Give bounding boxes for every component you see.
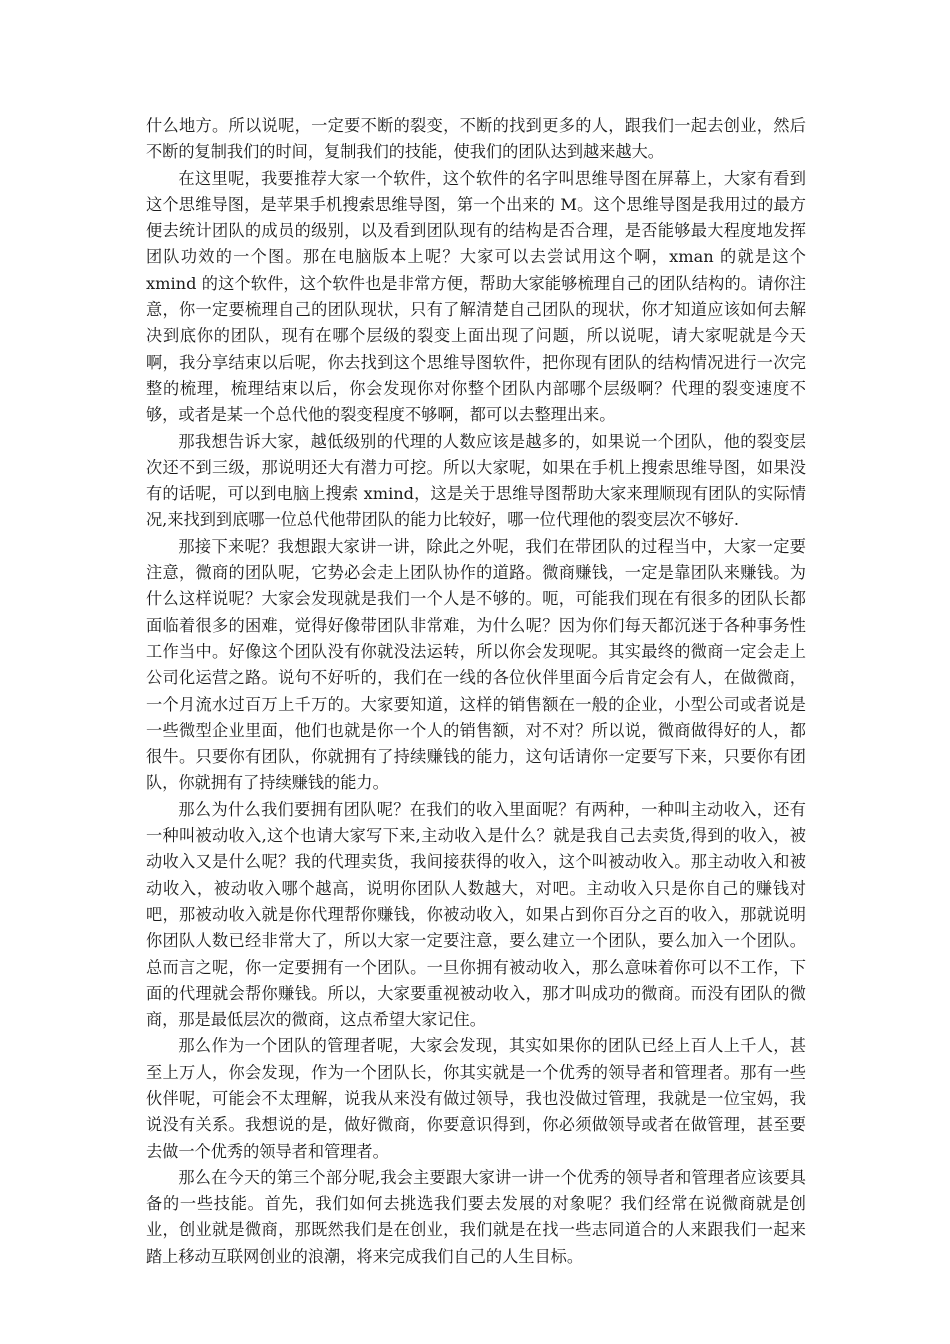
paragraph-3: 那我想告诉大家，越低级别的代理的人数应该是越多的，如果说一个团队，他的裂变层次还不到三级，那说明还大有潜力可挖。所以大家呢，如果在手机上搜索思维导图，如果没有的话呢，可以到电脑上搜索 xmind，这是关于思维导图帮助大家来理顺现有团队的实际情况,来找到到底哪一位总代他带团队的能力比较好，哪一位代理他的裂变层次不够好. (146, 431, 806, 530)
paragraph-6: 那么作为一个团队的管理者呢，大家会发现，其实如果你的团队已经上百人上千人，甚至上万人，你会发现，作为一个团队长，你其实就是一个优秀的领导者和管理者。那有一些伙伴呢，可能会不太理解，说我从来没有做过领导，我也没做过管理，我就是一位宝妈，我说没有关系。我想说的是，做好微商，你要意识得到，你必须做领导或者在做管理，甚至要去做一个优秀的领导者和管理者。 (146, 1036, 806, 1161)
document-page (146, 113, 806, 1270)
paragraph-4: 那接下来呢？我想跟大家讲一讲，除此之外呢，我们在带团队的过程当中，大家一定要注意，微商的团队呢，它势必会走上团队协作的道路。微商赚钱，一定是靠团队来赚钱。为什么这样说呢？大家会发现就是我们一个人是不够的。呃，可能我们现在有很多的团队长都面临着很多的困难，觉得好像带团队非常难，为什么呢？因为你们每天都沉迷于各种事务性工作当中。好像这个团队没有你就没法运转，所以你会发现呢。其实最终的微商一定会走上公司化运营之路。说句不好听的，我们在一线的各位伙伴里面今后肯定会有人，在做微商，一个月流水过百万上千万的。大家要知道，这样的销售额在一般的企业，小型公司或者说是一些微型企业里面，他们也就是你一个人的销售额，对不对？所以说，微商做得好的人，都很牛。只要你有团队，你就拥有了持续赚钱的能力，这句话请你一定要写下来，只要你有团队，你就拥有了持续赚钱的能力。 (146, 536, 806, 793)
paragraph-2: 在这里呢，我要推荐大家一个软件，这个软件的名字叫思维导图在屏幕上，大家有看到这个思维导图，是苹果手机搜索思维导图，第一个出来的 M。这个思维导图是我用过的最方便去统计团队的成员的级别，以及看到团队现有的结构是否合理，是否能够最大程度地发挥团队功效的一个图。那在电脑版本上呢？大家可以去尝试用这个啊，xman 的就是这个 xmind 的这个软件，这个软件也是非常方便，帮助大家能够梳理自己的团队结构的。请你注意，你一定要梳理自己的团队现状，只有了解清楚自己团队的现状，你才知道应该如何去解决到底你的团队，现有在哪个层级的裂变上面出现了问题，所以说呢，请大家呢就是今天啊，我分享结束以后呢，你去找到这个思维导图软件，把你现有团队的结构情况进行一次完整的梳理，梳理结束以后，你会发现你对你整个团队内部哪个层级啊？代理的裂变速度不够，或者是某一个总代他的裂变程度不够啊，都可以去整理出来。 (146, 168, 806, 425)
paragraph-5: 那么为什么我们要拥有团队呢？在我们的收入里面呢？有两种，一种叫主动收入，还有一种叫被动收入,这个也请大家写下来,主动收入是什么？就是我自己去卖货,得到的收入，被动收入又是什么呢？我的代理卖货，我间接获得的收入，这个叫被动收入。那主动收入和被动收入，被动收入哪个越高，说明你团队人数越大，对吧。主动收入只是你自己的赚钱对吧，那被动收入就是你代理帮你赚钱，你被动收入，如果占到你百分之百的收入，那就说明你团队人数已经非常大了，所以大家一定要注意，要么建立一个团队，要么加入一个团队。总而言之呢，你一定要拥有一个团队。一旦你拥有被动收入，那么意味着你可以不工作，下面的代理就会帮你赚钱。所以，大家要重视被动收入，那才叫成功的微商。而没有团队的微商，那是最低层次的微商，这点希望大家记住。 (146, 799, 806, 1030)
paragraph-1: 什么地方。所以说呢，一定要不断的裂变，不断的找到更多的人，跟我们一起去创业，然后不断的复制我们的时间，复制我们的技能，使我们的团队达到越来越大。 (146, 116, 806, 162)
paragraph-7: 那么在今天的第三个部分呢,我会主要跟大家讲一讲一个优秀的领导者和管理者应该要具备的一些技能。首先，我们如何去挑选我们要去发展的对象呢？我们经常在说微商就是创业，创业就是微商，那既然我们是在创业，我们就是在找一些志同道合的人来跟我们一起来踏上移动互联网创业的浪潮，将来完成我们自己的人生目标。 (146, 1167, 806, 1266)
